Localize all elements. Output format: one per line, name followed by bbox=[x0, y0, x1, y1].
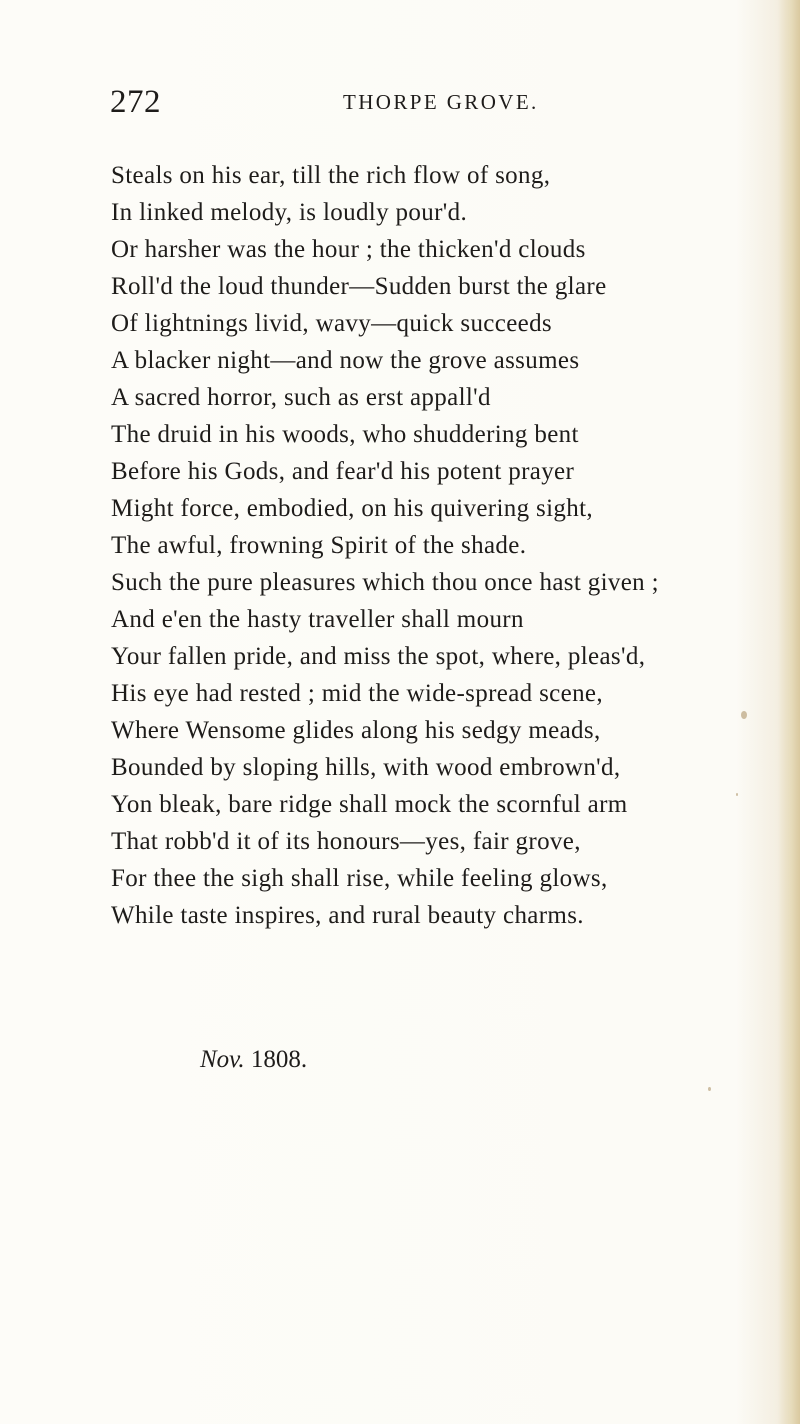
poem-line: In linked melody, is loudly pour'd. bbox=[111, 199, 468, 226]
poem-line: Before his Gods, and fear'd his potent prayer bbox=[111, 458, 575, 485]
poem-line: Bounded by sloping hills, with wood embrown'd, bbox=[111, 754, 621, 781]
foxing-spot bbox=[736, 793, 738, 796]
poem-line: Steals on his ear, till the rich flow of song, bbox=[111, 162, 551, 189]
poem-line: Or harsher was the hour ; the thicken'd clouds bbox=[111, 236, 586, 263]
poem-line: And e'en the hasty traveller shall mourn bbox=[111, 606, 524, 633]
dateline bbox=[200, 1044, 307, 1076]
poem-line: Where Wensome glides along his sedgy meads, bbox=[111, 717, 601, 744]
poem-line: His eye had rested ; mid the wide-spread scene, bbox=[111, 680, 603, 707]
poem-line: That robb'd it of its honours—yes, fair grove, bbox=[111, 828, 581, 855]
poem-line: Roll'd the loud thunder—Sudden burst the glare bbox=[111, 273, 607, 300]
poem-text bbox=[111, 157, 791, 934]
page-number: 272 bbox=[110, 84, 161, 120]
dateline-month: Nov. bbox=[200, 1046, 245, 1073]
poem-line: Of lightnings livid, wavy—quick succeeds bbox=[111, 310, 553, 337]
poem-line: Your fallen pride, and miss the spot, where, pleas'd, bbox=[111, 643, 646, 670]
dateline-year: 1808. bbox=[250, 1046, 308, 1073]
foxing-spot bbox=[708, 1087, 711, 1091]
poem-line: A blacker night—and now the grove assumes bbox=[111, 347, 580, 374]
foxing-spot bbox=[741, 711, 747, 719]
poem-line: While taste inspires, and rural beauty charms. bbox=[111, 902, 584, 929]
poem-line: Might force, embodied, on his quivering sight, bbox=[111, 495, 594, 522]
poem-line: Yon bleak, bare ridge shall mock the scornful arm bbox=[111, 791, 628, 818]
poem-line: Such the pure pleasures which thou once hast given ; bbox=[111, 569, 659, 596]
poem-line: A sacred horror, such as erst appall'd bbox=[111, 384, 491, 411]
poem-line: For thee the sigh shall rise, while feeling glows, bbox=[111, 865, 608, 892]
poem-line: The druid in his woods, who shuddering bent bbox=[111, 421, 579, 448]
running-head bbox=[110, 82, 800, 122]
running-title: THORPE GROVE. bbox=[343, 90, 539, 114]
poem-line: The awful, frowning Spirit of the shade. bbox=[111, 532, 527, 559]
